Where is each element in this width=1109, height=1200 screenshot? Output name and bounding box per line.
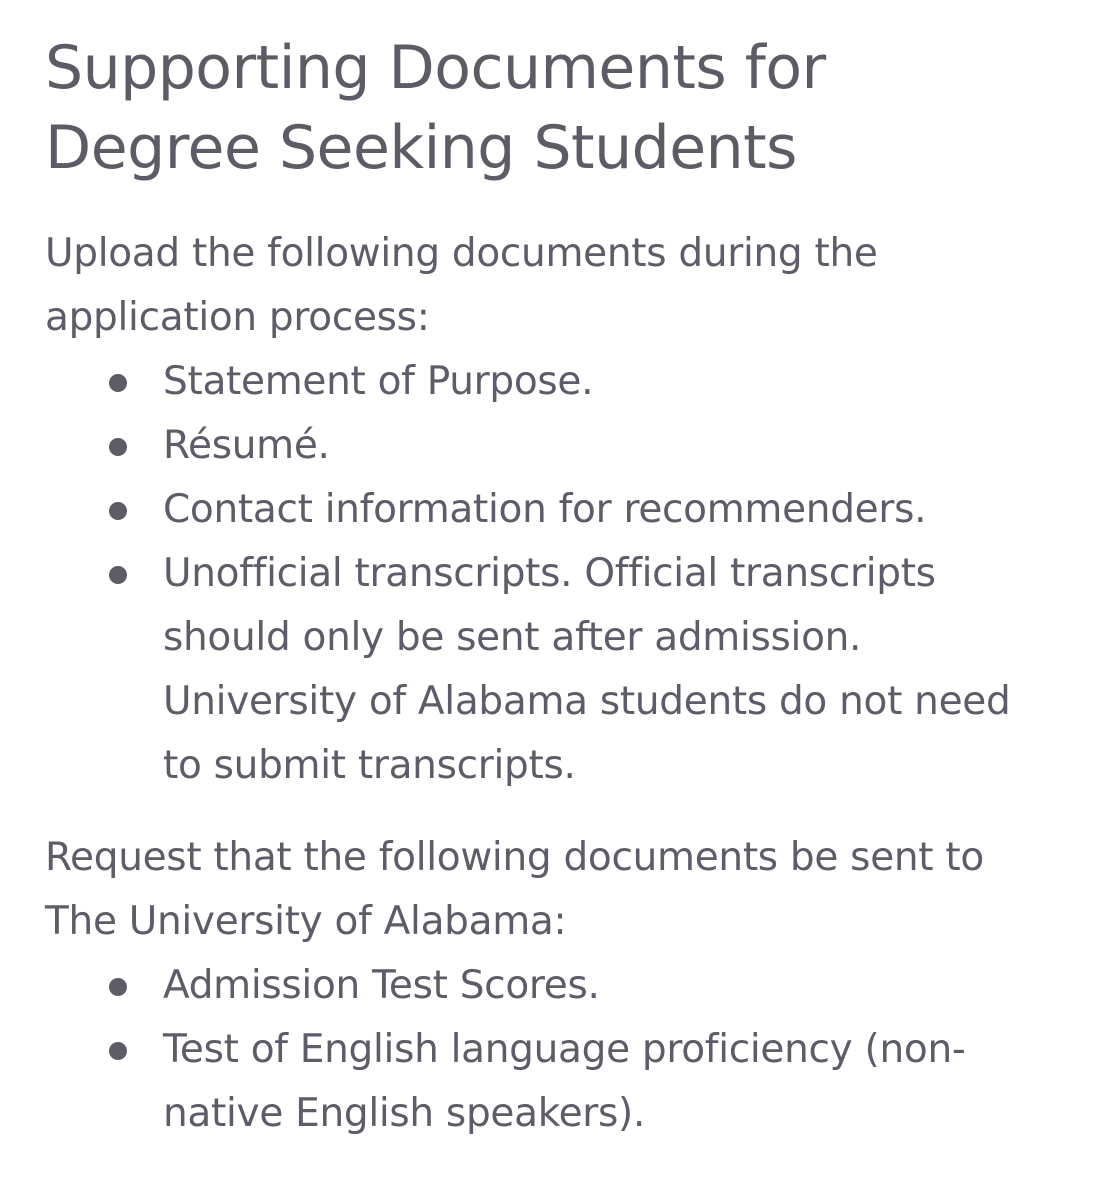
list-item [45,1018,1023,1146]
upload-intro: Upload the following documents during the application process: [45,231,878,340]
list-item-text: Résumé. [163,423,330,468]
list-item [45,954,1023,1018]
upload-documents-list [45,350,1085,798]
page-title: Supporting Documents for Degree Seeking Students [45,33,826,183]
bullet-icon [109,566,127,584]
bullet-icon [109,978,127,996]
list-item-text: Test of English language proficiency (non-native English speakers). [163,1027,966,1136]
list-item-text: Statement of Purpose. [163,359,594,404]
list-item-text: Unofficial transcripts. Official transcripts should only be sent after admission. University of Alabama students do not need to submit transcripts. [163,551,1011,788]
document-content [45,28,1085,1146]
list-item-text: Contact information for recommenders. [163,487,927,532]
bullet-icon [109,374,127,392]
bullet-icon [109,502,127,520]
bullet-icon [109,1042,127,1060]
request-intro: Request that the following documents be sent to The University of Alabama: [45,835,984,944]
request-documents-list [45,954,1085,1146]
list-item [45,414,1023,478]
list-item-text: Admission Test Scores. [163,963,600,1008]
bullet-icon [109,438,127,456]
list-item [45,478,1023,542]
list-item [45,542,1023,798]
list-item [45,350,1023,414]
